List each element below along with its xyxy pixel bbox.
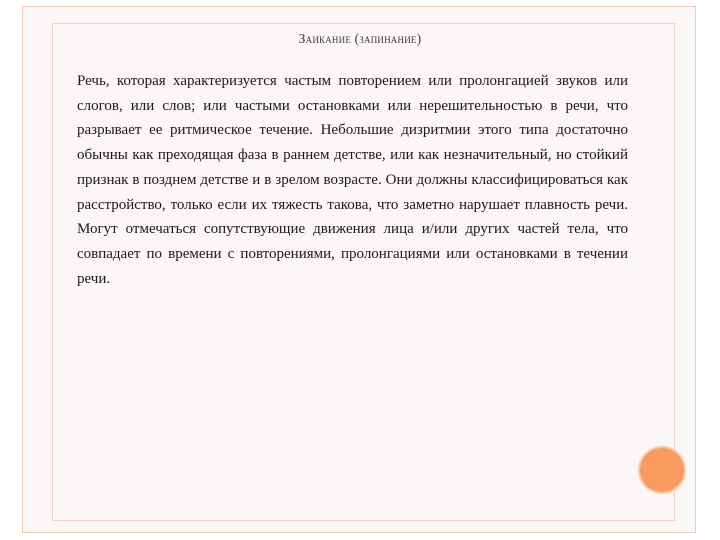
decorative-accent-circle — [640, 448, 684, 492]
slide-frame — [22, 6, 696, 533]
slide-paragraph: Речь, которая характеризуется частым повторением или пролонгацией звуков или слогов, или слов; или частыми остановками или нерешительностью в речи, что разрывает ее ритмическое течение. Небольшие дизритмии этого типа достаточно обычны как преходящая фаза в раннем детстве, или как незначительный, но стойкий признак в позднем детстве и в зрелом возрасте. Они должны классифицироваться как расстройство, только если их тяжесть такова, что заметно нарушает плавность речи. Могут отмечаться сопутствующие движения лица и/или других частей тела, что совпадает по времени с повторениями, пролонгациями или остановками в течении речи. — [77, 73, 628, 287]
slide-title: Заикание (запинание) — [298, 31, 422, 46]
